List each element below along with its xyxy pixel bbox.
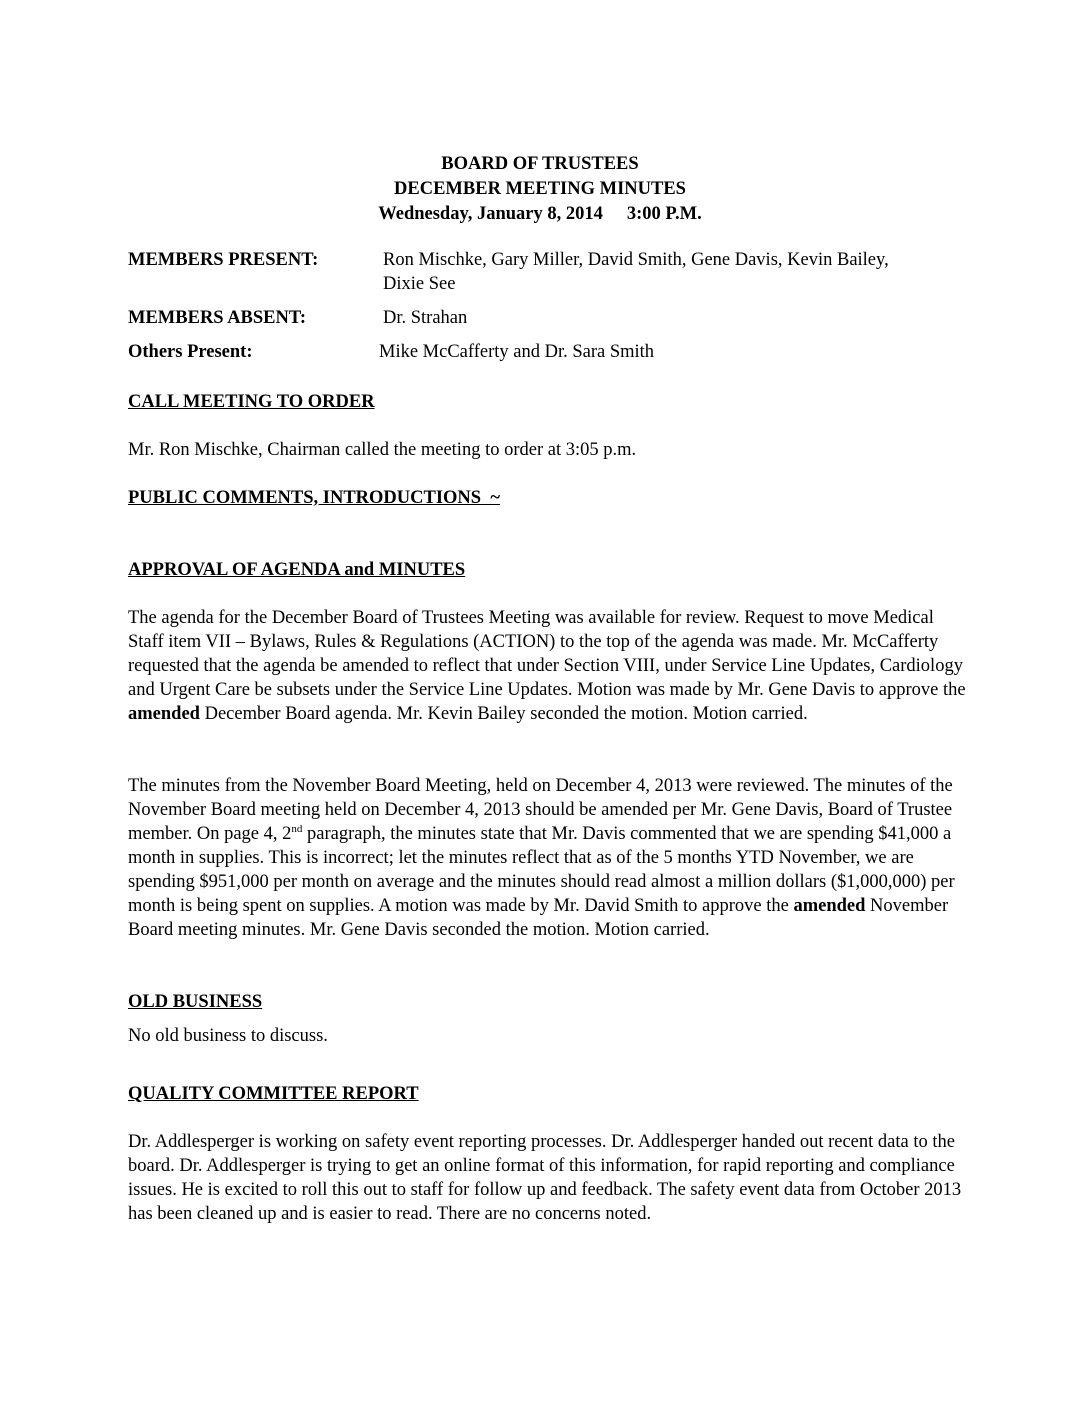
header-date-time (300, 202, 780, 227)
approval-agenda-amended: amended (128, 704, 200, 724)
document-header (300, 152, 780, 227)
members-present-row (128, 248, 968, 296)
public-comments-heading: PUBLIC COMMENTS, INTRODUCTIONS ~ (128, 488, 500, 508)
approval-agenda-text: The agenda for the December Board of Trustees Meeting was available for review. Request to move Medical Staff item VII – Bylaws, Rules & Regulations (ACTION) to the top of the agenda was made. Mr. McCafferty requested that the agenda be amended to reflect that under Section VIII, under Service Line Updates, Cardiology and Urgent Care be subsets under the Service Line Updates. Motion was made by Mr. Gene Davis to approve the (128, 608, 966, 700)
quality-committee-heading: QUALITY COMMITTEE REPORT (128, 1084, 419, 1104)
call-to-order-text: Mr. Ron Mischke, Chairman called the meeting to order at 3:05 p.m. (128, 440, 637, 460)
members-absent-value: Dr. Strahan (383, 308, 468, 328)
approval-minutes-superscript: nd (291, 822, 303, 835)
others-present-label: Others Present: (128, 342, 253, 362)
members-absent-label: MEMBERS ABSENT: (128, 308, 307, 328)
approval-minutes-paragraph (128, 774, 968, 942)
attendance-block (128, 248, 968, 374)
members-present-label: MEMBERS PRESENT: (128, 250, 319, 270)
approval-minutes-text: The minutes from the November Board Meeting, held on December 4, 2013 were reviewed. The minutes of the November Board meeting held on December 4, 2013 should be amended per Mr. Gene Davis, Board of Trustee member. On page 4, 2 (128, 776, 953, 844)
members-present-line1: Ron Mischke, Gary Miller, David Smith, Gene Davis, Kevin Bailey, (383, 250, 889, 270)
members-absent-row (128, 306, 968, 330)
old-business-text: No old business to discuss. (128, 1026, 328, 1046)
approval-minutes-text-end: November Board meeting minutes. Mr. Gene Davis seconded the motion. Motion carried. (128, 896, 949, 940)
approval-agenda-text-end: December Board agenda. Mr. Kevin Bailey seconded the motion. Motion carried. (199, 704, 808, 724)
approval-minutes-amended: amended (793, 896, 866, 916)
others-present-value: Mike McCafferty and Dr. Sara Smith (379, 342, 655, 362)
members-present-line2: Dixie See (383, 274, 456, 294)
approval-heading: APPROVAL OF AGENDA and MINUTES (128, 560, 466, 580)
old-business-heading: OLD BUSINESS (128, 992, 263, 1012)
call-to-order-heading: CALL MEETING TO ORDER (128, 392, 375, 412)
header-org-title: BOARD OF TRUSTEES (441, 154, 639, 174)
header-date: Wednesday, January 8, 2014 (378, 204, 603, 224)
header-meeting-title: DECEMBER MEETING MINUTES (394, 179, 686, 199)
others-present-row (128, 340, 968, 364)
quality-committee-text: Dr. Addlesperger is working on safety event reporting processes. Dr. Addlesperger handed out recent data to the board. Dr. Addlesperger is trying to get an online format of this information, for rapid reporting and compliance issues. He is excited to roll this out to staff for follow up and feedback. The safety event data from October 2013 has been cleaned up and is easier to read. There are no concerns noted. (128, 1132, 962, 1224)
header-time: 3:00 P.M. (626, 204, 702, 224)
approval-agenda-paragraph (128, 606, 968, 726)
approval-minutes-text-mid: paragraph, the minutes state that Mr. Davis commented that we are spending $41,000 a month in supplies. This is incorrect; let the minutes reflect that as of the 5 months YTD November, we are spending $951,000 per month on average and the minutes should read almost a million dollars ($1,000,000) per month is being spent on supplies. A motion was made by Mr. David Smith to approve the (128, 824, 955, 916)
members-present-value (383, 248, 968, 296)
